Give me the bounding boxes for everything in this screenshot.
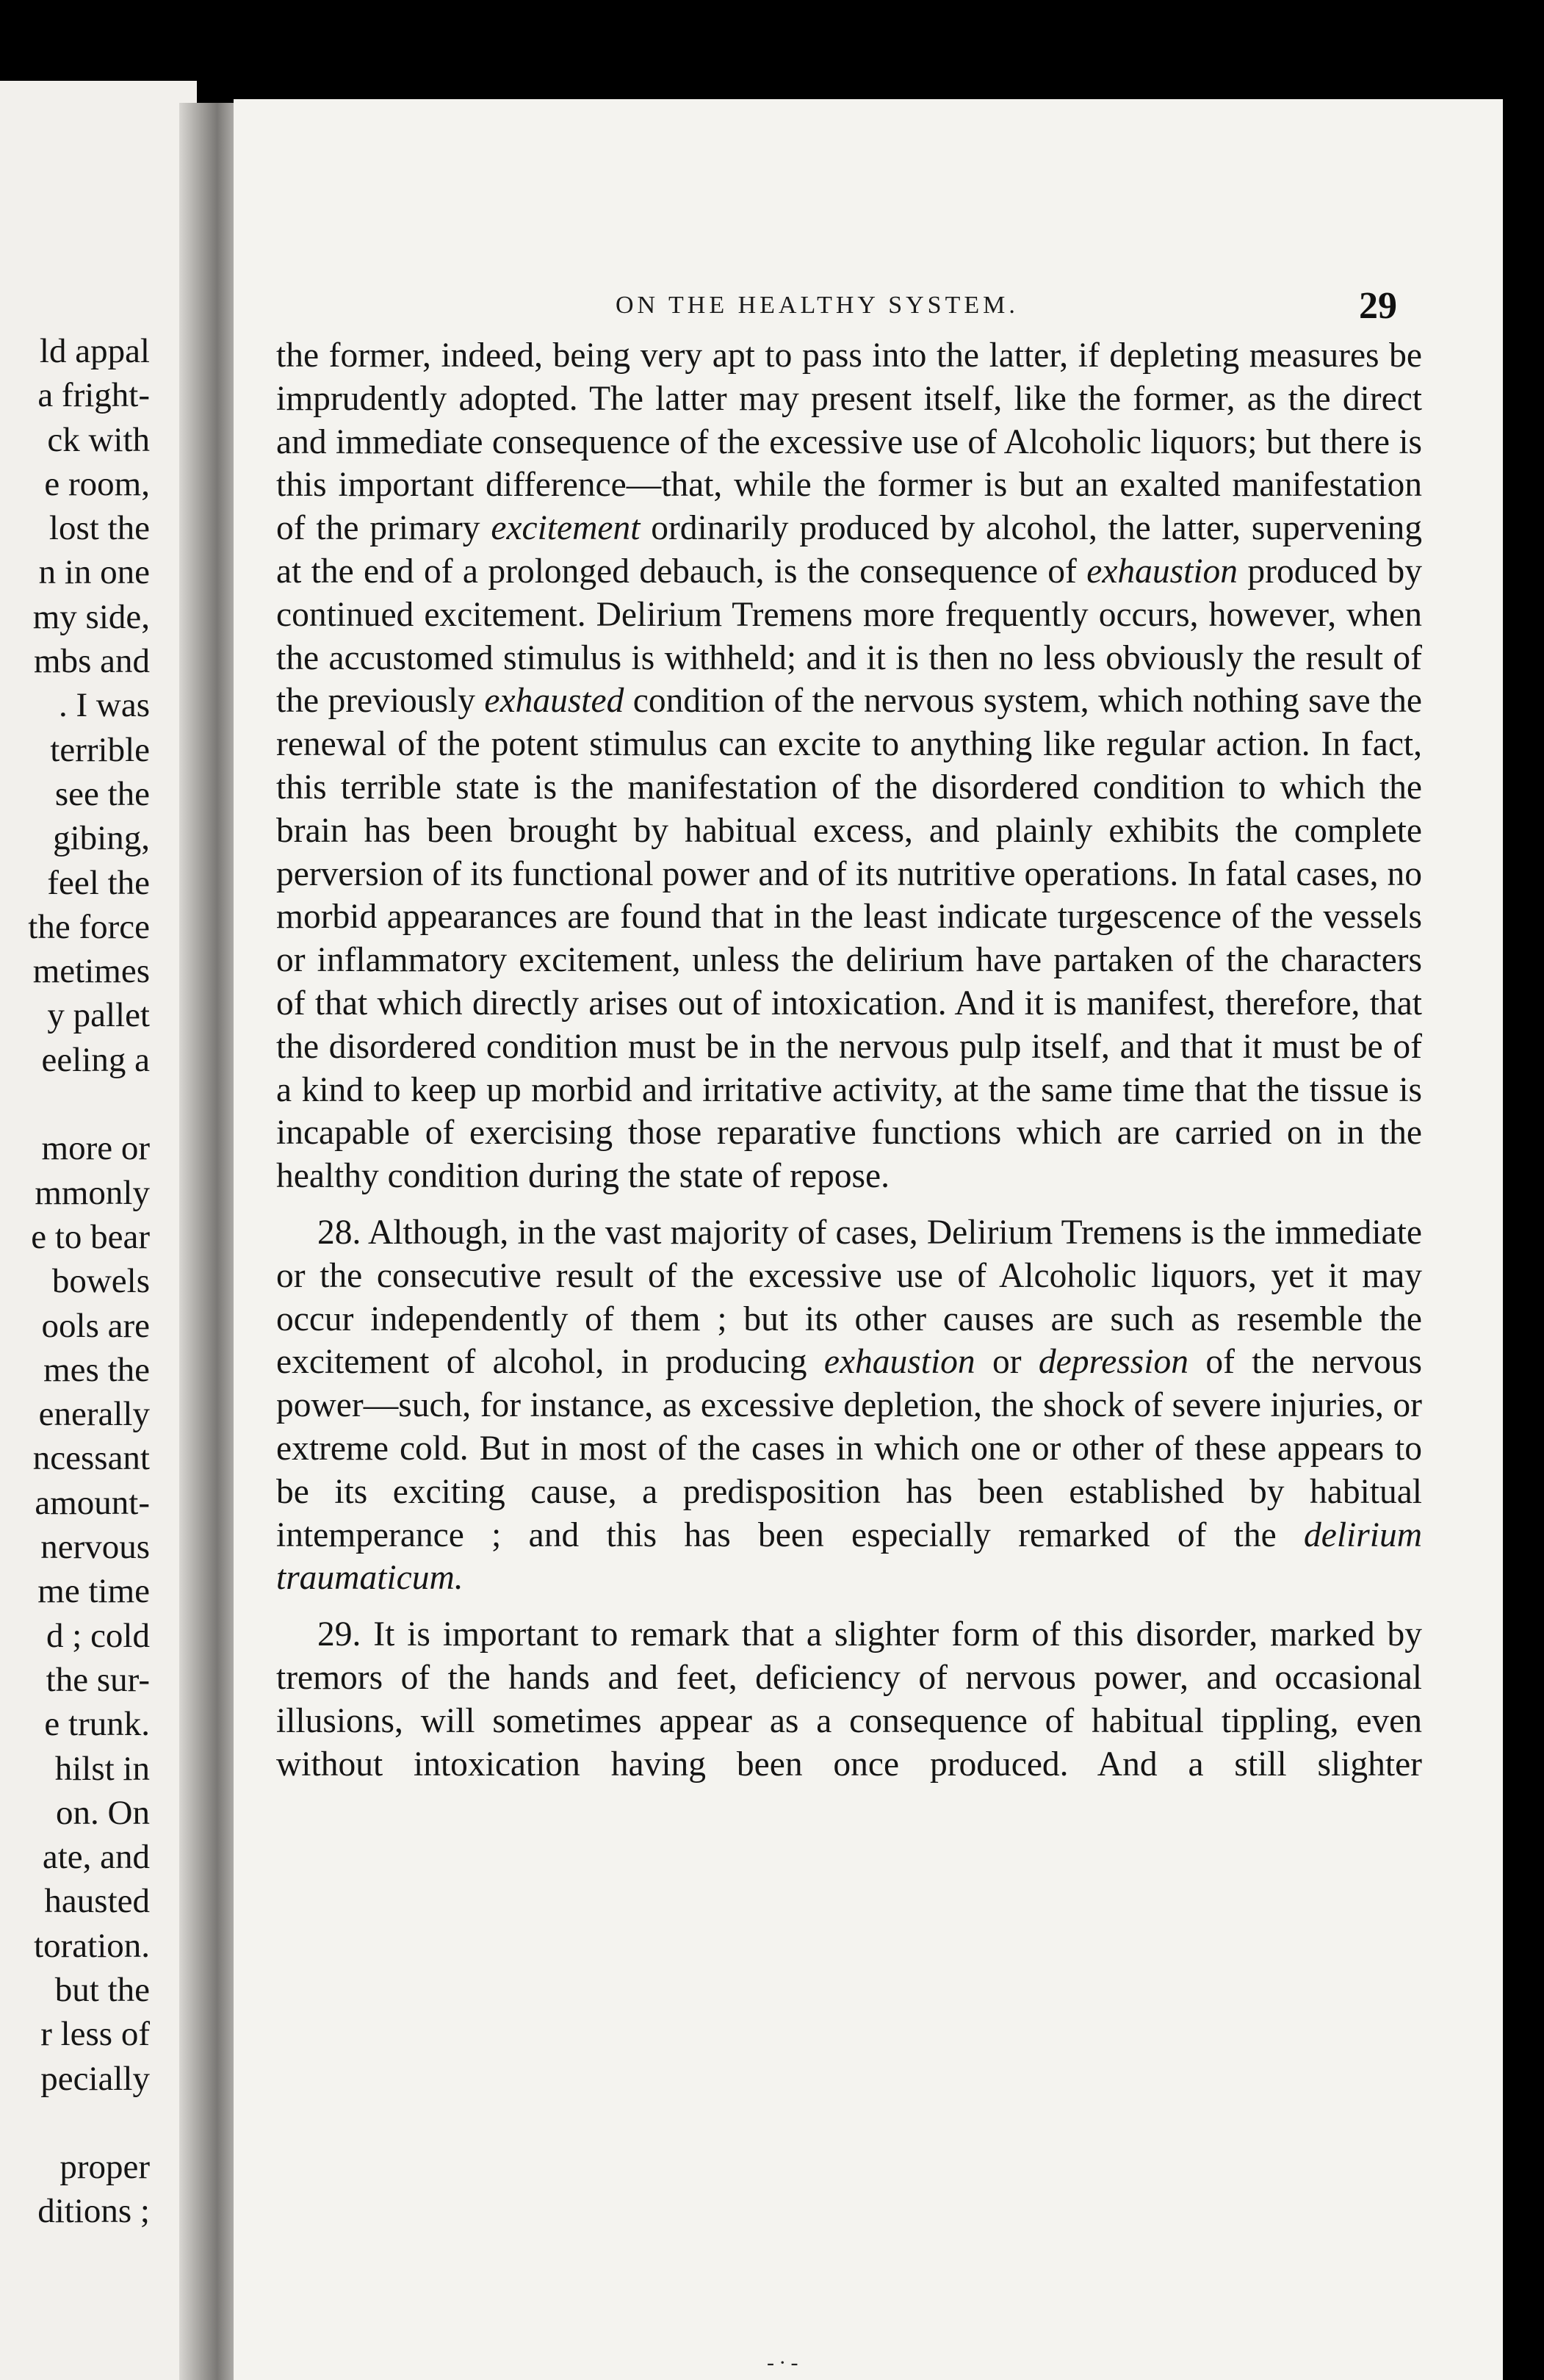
left-page-line: ate, and bbox=[42, 1838, 150, 1877]
left-page-line: e room, bbox=[44, 464, 150, 503]
text-run: produced by continued excitement. Delirium Tremens more frequently occurs, however, when the accustomed stimulus is withheld; and it is then no less obviously the result of the previously bbox=[276, 552, 1422, 721]
left-page bbox=[0, 81, 197, 2380]
left-page-line: proper bbox=[59, 2148, 150, 2187]
paragraph bbox=[276, 334, 1422, 1198]
left-page-line: terrible bbox=[50, 730, 150, 769]
left-page-line: n in one bbox=[38, 553, 150, 592]
left-page-line bbox=[0, 2101, 197, 2145]
left-page-line: gibing, bbox=[53, 819, 150, 858]
left-page-line: bowels bbox=[51, 1262, 150, 1301]
left-page-line: toration. bbox=[34, 1926, 150, 1965]
left-page-line: e to bear bbox=[31, 1217, 150, 1256]
italic-text: excitement bbox=[491, 509, 641, 548]
running-head: ON THE HEALTHY SYSTEM. bbox=[616, 292, 1019, 319]
text-run: of the nervous power—such, for instance, as excessive depletion, the shock of severe injuries, or extreme cold. But in most of the cases in which one or other of these appears to be its exciting cause, a predisposition has been established by habitual intemperance ; and this has been especially remarked of the bbox=[276, 1343, 1422, 1554]
left-page-line: the sur- bbox=[46, 1660, 150, 1699]
left-page-line: r less of bbox=[40, 2015, 150, 2054]
left-page-line: my side, bbox=[32, 597, 150, 636]
right-page bbox=[234, 99, 1503, 2380]
text-run: ordinarily produced by alcohol, the latter, supervening at the end of a prolonged debauch, is the consequence of bbox=[276, 509, 1422, 591]
foot-mark: - ∙ - bbox=[767, 2351, 798, 2375]
left-page-line: lost the bbox=[48, 509, 150, 548]
left-page-line: ncessant bbox=[32, 1439, 150, 1478]
left-page-line: ld appal bbox=[39, 332, 150, 370]
left-page-line: on. On bbox=[56, 1793, 150, 1832]
left-page-line: the force bbox=[28, 907, 150, 946]
text-run: 29. It is important to remark that a slighter form of this disorder, marked by tremors of the hands and feet, deficiency of nervous power, and occasional illusions, will sometimes appear as a consequence of habitual tippling, even without intoxication having been once produced. And a still slighter bbox=[276, 1615, 1422, 1784]
left-page-line: me time bbox=[37, 1572, 150, 1611]
left-page-line: . I was bbox=[59, 686, 150, 725]
left-page-line: mbs and bbox=[34, 642, 150, 681]
italic-text: exhausted bbox=[484, 682, 624, 721]
italic-text: exhaustion bbox=[1086, 552, 1238, 591]
left-page-line: a fright- bbox=[37, 376, 150, 415]
left-page-line: mes the bbox=[43, 1350, 150, 1389]
left-page-line: metimes bbox=[32, 952, 150, 991]
left-page-line: mmonly bbox=[35, 1173, 150, 1212]
text-run: the former, indeed, being very apt to pass into the latter, if depleting measures be imprudently adopted. The latter may present itself, like the former, as the direct and immediate consequence of the excessive use of Alcoholic liquors; but there is this important difference—that, while the former is but an exalted manifestation of the primary bbox=[276, 336, 1422, 548]
left-page-line: y pallet bbox=[47, 996, 150, 1035]
left-page-line: ools are bbox=[41, 1306, 150, 1345]
body-text bbox=[276, 334, 1422, 1799]
text-run: or bbox=[975, 1343, 1039, 1382]
paragraph bbox=[276, 1613, 1422, 1786]
left-page-line: feel the bbox=[47, 863, 150, 902]
italic-text: delirium traumaticum. bbox=[276, 1515, 1422, 1598]
italic-text: exhaustion bbox=[823, 1343, 975, 1382]
italic-text: depression bbox=[1038, 1343, 1188, 1382]
left-page-line: pecially bbox=[40, 2059, 150, 2098]
left-page-line: eeling a bbox=[41, 1040, 150, 1079]
left-page-line: more or bbox=[41, 1129, 150, 1168]
left-page-line: but the bbox=[54, 1970, 150, 2009]
left-page-line: enerally bbox=[38, 1395, 150, 1434]
left-page-line bbox=[0, 1082, 197, 1126]
text-run: condition of the nervous system, which nothing save the renewal of the potent stimulus can excite to anything like regular action. In fact, this terrible state is the manifestation of the disordered condition to which the brain has been brought by habitual excess, and plainly exhibits the complete perversion of its functional power and of its nutritive operations. In fatal cases, no morbid appearances are found that in the least indicate turgescence of the vessels or inflammatory excitement, unless the delirium have partaken of the characters of that which directly arises out of intoxication. And it is manifest, therefore, that the disordered condition must be in the nervous pulp itself, and that it must be of a kind to keep up morbid and irritative activity, at the same time that the tissue is incapable of exercising those reparative functions which are carried on in the healthy condition during the state of repose. bbox=[276, 682, 1423, 1196]
left-page-line: ck with bbox=[47, 420, 150, 459]
left-page-line: see the bbox=[54, 774, 150, 813]
page-number: 29 bbox=[1359, 285, 1397, 327]
left-page-line: ditions ; bbox=[37, 2192, 150, 2231]
left-page-line: d ; cold bbox=[46, 1616, 150, 1655]
left-page-line: e trunk. bbox=[44, 1705, 150, 1744]
left-page-line: amount- bbox=[35, 1483, 150, 1522]
left-page-line: nervous bbox=[40, 1528, 150, 1567]
left-page-line: hausted bbox=[44, 1882, 150, 1921]
text-run: 28. Although, in the vast majority of cases, Delirium Tremens is the immediate or the consecutive result of the excessive use of Alcoholic liquors, yet it may occur independently of them ; but its other causes are such as resemble the excitement of alcohol, in producing bbox=[276, 1213, 1422, 1382]
left-page-text bbox=[0, 329, 197, 2234]
left-page-line: hilst in bbox=[54, 1749, 150, 1788]
paragraph bbox=[276, 1211, 1422, 1600]
